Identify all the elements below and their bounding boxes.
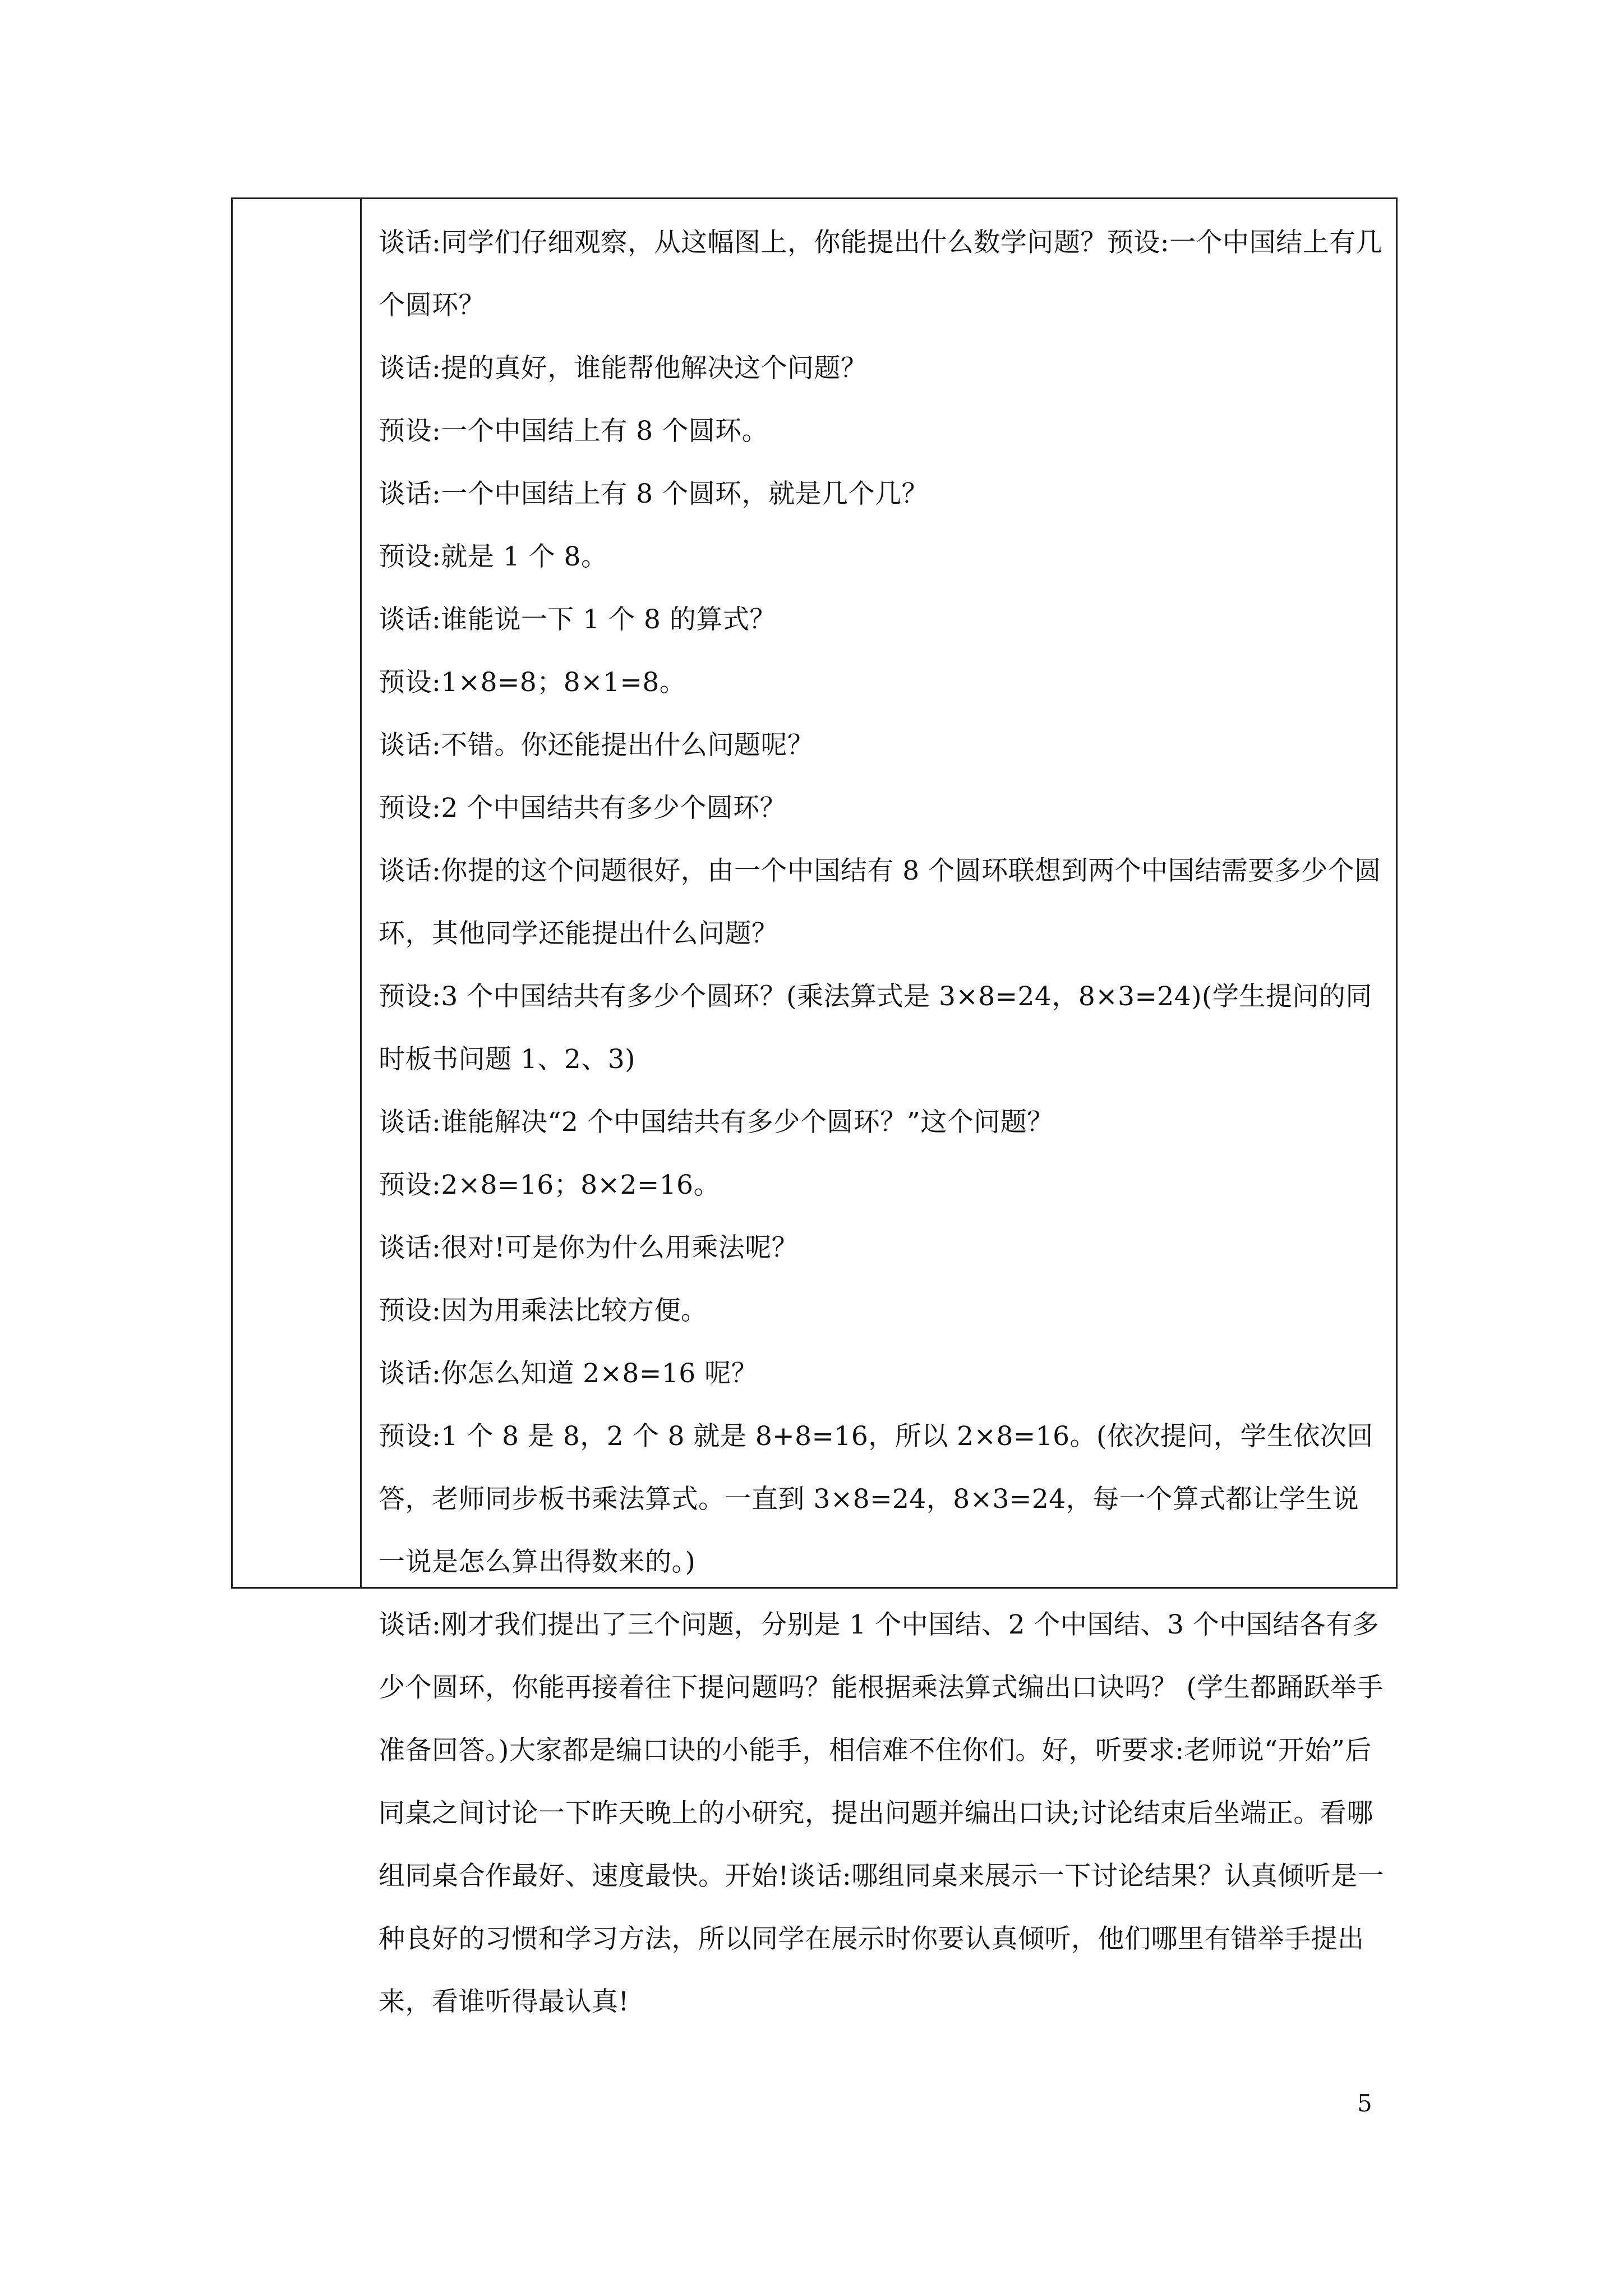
paragraph: 预设:3 个中国结共有多少个圆环？(乘法算式是 3×8=24，8×3=24)(学生提问的同时板书问题 1、2、3) [379,981,1372,1075]
paragraph: 谈话:同学们仔细观察，从这幅图上，你能提出什么数学问题？预设:一个中国结上有几个圆环？ [379,227,1383,321]
paragraph: 预设:一个中国结上有 8 个圆环。 [379,416,769,447]
paragraph: 预设:就是 1 个 8。 [379,541,608,572]
paragraph: 预设:2 个中国结共有多少个圆环？ [379,793,787,823]
paragraph: 谈话:刚才我们提出了三个问题，分别是 1 个中国结、2 个中国结、3 个中国结各有多少个圆环，你能再接着往下提问题吗？能根据乘法算式编出口诀吗？ (学生都踊跃举手准备回答。)大家都是编口诀的小能手，相信难不住你们。好，听要求:老师说“开始”后同桌之间讨论一下昨天晚上的小研究，提出问题并编出口诀;讨论结束后坐端正。看哪组同桌合作最好、速度最快。开始!谈话:哪组同桌来展示一下讨论结果？认真倾听是一种良好的习惯和学习方法，所以同学在展示时你要认真倾听，他们哪里有错举手提出来，看谁听得最认真! [379,1609,1385,2017]
table-left-cell [233,199,362,1587]
lesson-table [231,197,1398,2017]
paragraph: 预设:1 个 8 是 8，2 个 8 就是 8+8=16，所以 2×8=16。(依次提问，学生依次回答，老师同步板书乘法算式。一直到 3×8=24，8×3=24，每一个算式都让学生说一说是怎么算出得数来的。) [379,1421,1373,1577]
paragraph: 谈话:提的真好，谁能帮他解决这个问题？ [379,353,868,384]
paragraph: 谈话:一个中国结上有 8 个圆环，就是几个几？ [379,478,929,509]
paragraph: 谈话:不错。你还能提出什么问题呢？ [379,730,814,761]
page-number: 5 [1357,2090,1372,2117]
paragraph: 谈话:很对!可是你为什么用乘法呢？ [379,1232,799,1263]
paragraph: 预设:2×8=16；8×2=16。 [379,1170,721,1200]
paragraph: 谈话:你提的这个问题很好，由一个中国结有 8 个圆环联想到两个中国结需要多少个圆环，其他同学还能提出什么问题？ [379,855,1381,949]
table-content-cell [362,199,1396,2017]
paragraph: 谈话:你怎么知道 2×8=16 呢？ [379,1358,758,1389]
paragraph: 预设:1×8=8；8×1=8。 [379,667,686,698]
paragraph: 谈话:谁能说一下 1 个 8 的算式？ [379,604,776,635]
paragraph: 谈话:谁能解决“2 个中国结共有多少个圆环？”这个问题？ [379,1107,1054,1138]
paragraph: 预设:因为用乘法比较方便。 [379,1295,708,1326]
